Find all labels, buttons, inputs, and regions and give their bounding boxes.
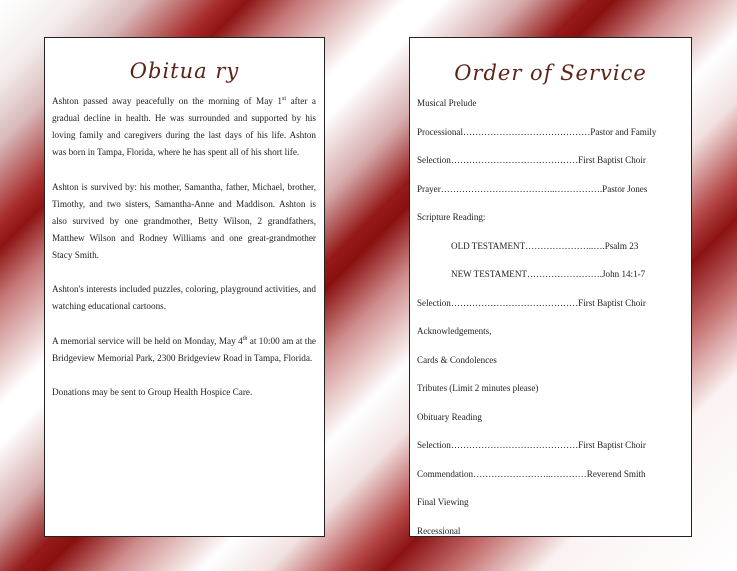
paragraph-text: after a gradual decline in health. He was surrounded and supported by his loving family and caregivers during the last days of his life. Ashton was born in Tampa, Florida, where he has spent all of his short life. <box>52 96 316 158</box>
service-item-who: John 14:1-7 <box>602 269 646 279</box>
obituary-title: Obitua ry <box>129 59 240 83</box>
paragraph-text: Donations may be sent to Group Health Hospice Care. <box>52 386 253 397</box>
paragraph-text: Ashton passed away peacefully on the morning of May 1 <box>52 96 283 106</box>
service-item <box>417 438 683 467</box>
service-item-dots: …………………………………… <box>450 155 579 165</box>
service-item-label: Selection <box>417 297 451 308</box>
service-item-label: Selection <box>417 440 451 450</box>
service-item <box>417 239 683 268</box>
order-of-service-panel <box>409 37 692 537</box>
service-item-label: Prayer <box>417 183 441 194</box>
ordinal-suffix: th <box>242 335 248 342</box>
service-item-dots: …………………………………… <box>462 126 591 137</box>
service-item <box>417 210 683 239</box>
service-item-who: First Baptist Choir <box>578 155 646 165</box>
service-list <box>417 96 683 552</box>
service-item <box>417 353 683 382</box>
service-item-label: Cards & Condolences <box>417 354 497 365</box>
service-item-dots: …………………………………… <box>450 440 579 450</box>
service-item-label: Scripture Reading: <box>417 212 486 222</box>
paragraph-text: Ashton is survived by: his mother, Samantha, father, Michael, brother, Timothy, and two sisters, Samantha-Anne and Maddison. Ashton is also survived by one grandmother, Betty Wilson, 2 grandfathers, Matthew Wilson and Rodney Williams and one great-grandmother Stacy Smith. <box>52 181 316 260</box>
service-item <box>417 182 683 211</box>
obituary-paragraph <box>52 281 316 315</box>
service-item <box>417 324 683 353</box>
service-item-label: Acknowledgements, <box>417 326 492 336</box>
ordinal-suffix: st <box>282 95 287 102</box>
service-item-label: Tributes (Limit 2 minutes please) <box>417 383 539 393</box>
service-item <box>417 267 683 296</box>
order-of-service-title: Order of Service <box>454 61 647 85</box>
service-item-label: Processional <box>417 126 463 137</box>
service-item <box>417 96 683 125</box>
service-item-who: First Baptist Choir <box>578 297 646 308</box>
service-item-who: First Baptist Choir <box>578 440 646 450</box>
service-item-dots: ………………………………..……………. <box>440 183 603 194</box>
service-item-label: Musical Prelude <box>417 98 477 108</box>
service-item-label: OLD TESTAMENT <box>451 240 526 251</box>
obituary-text <box>52 93 316 418</box>
service-item-label: Obituary Reading <box>417 411 482 422</box>
service-item-who: Reverend Smith <box>586 468 646 479</box>
obituary-paragraph <box>52 384 316 401</box>
service-item-label: NEW TESTAMENT <box>451 269 527 279</box>
service-item-dots: …………………………………… <box>450 297 579 308</box>
service-item <box>417 125 683 154</box>
service-item-dots: …………………..…. <box>525 240 605 251</box>
service-item <box>417 524 683 553</box>
service-item <box>417 495 683 524</box>
service-item-label: Selection <box>417 155 451 165</box>
obituary-paragraph <box>52 179 316 264</box>
paragraph-text: Ashton's interests included puzzles, coloring, playground activities, and watching educational cartoons. <box>52 284 316 312</box>
service-item-who: Psalm 23 <box>604 240 639 251</box>
service-item-label: Final Viewing <box>417 497 469 507</box>
obituary-paragraph <box>52 333 316 367</box>
obituary-panel <box>44 37 325 537</box>
service-item-who: Pastor Jones <box>602 183 648 194</box>
service-item-dots: ……………………..………… <box>473 468 587 479</box>
service-item <box>417 153 683 182</box>
service-item <box>417 467 683 496</box>
service-item-who: Pastor and Family <box>590 126 657 137</box>
service-item <box>417 381 683 410</box>
service-item <box>417 296 683 325</box>
paragraph-text: A memorial service will be held on Monday, May 4 <box>52 335 243 346</box>
service-item <box>417 410 683 439</box>
service-item-label: Recessional <box>417 525 461 536</box>
service-item-dots: ……………………. <box>526 269 603 279</box>
obituary-paragraph <box>52 93 316 161</box>
service-item-label: Commendation <box>417 468 474 479</box>
paragraph-text: at 10:00 am at the Bridgeview Memorial Park, 2300 Bridgeview Road in Tampa, Florida. <box>52 335 316 363</box>
